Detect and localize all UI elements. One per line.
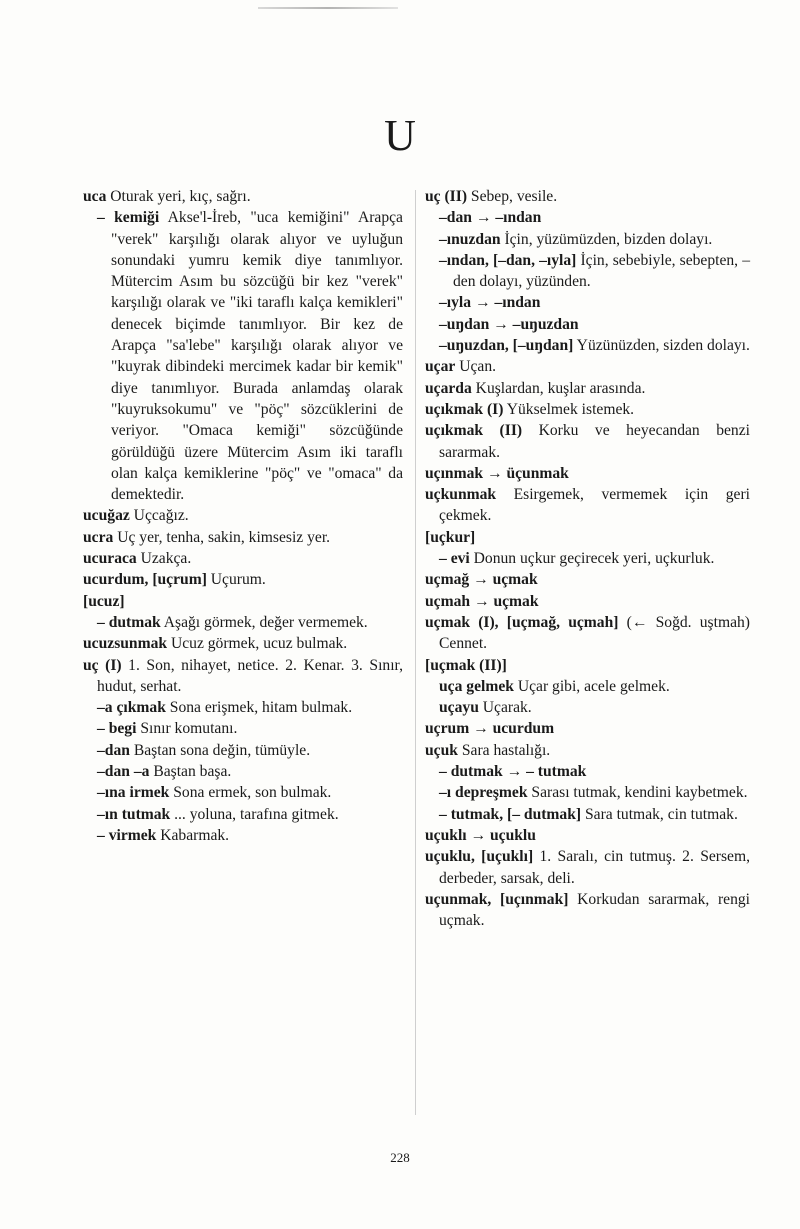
entry-headword: uçrum → ucurdum	[425, 720, 555, 738]
entry-headword: –ı depreşmek	[439, 784, 528, 802]
dictionary-entry	[425, 378, 750, 399]
dictionary-entry	[83, 633, 403, 654]
entry-headword: ucuzsunmak	[83, 635, 168, 653]
dictionary-entry	[425, 804, 750, 825]
dictionary-entry	[83, 761, 403, 782]
entry-definition: Sınır komutanı.	[136, 720, 238, 738]
entry-definition: Esirgemek, vermemek için geri çekmek.	[439, 486, 750, 525]
entry-headword: uçıkmak (II)	[425, 422, 523, 440]
entry-headword: – dutmak	[97, 613, 161, 631]
dictionary-entry	[83, 782, 403, 803]
entry-headword: [uçkur]	[425, 528, 476, 546]
dictionary-entry	[83, 207, 403, 505]
entry-headword: [ucuz]	[83, 592, 125, 610]
entry-headword: –ına irmek	[97, 784, 170, 802]
dictionary-entry	[425, 527, 750, 548]
dictionary-entry	[83, 591, 403, 612]
entry-definition: Baştan başa.	[149, 763, 232, 781]
dictionary-entry	[425, 314, 750, 335]
page-number: 228	[390, 1150, 410, 1165]
dictionary-entry	[83, 825, 403, 846]
entry-definition: Uçarak.	[478, 699, 532, 717]
entry-headword: uçar	[425, 358, 456, 376]
dictionary-entry	[425, 825, 750, 846]
dictionary-entry	[425, 250, 750, 293]
entry-headword: – virmek	[97, 826, 157, 844]
dictionary-entry	[83, 186, 403, 207]
entry-definition: (← Soğd. uştmah) Cennet.	[439, 613, 750, 653]
entry-definition: Oturak yeri, kıç, sağrı.	[106, 188, 251, 205]
entry-headword: –ından, [–dan, –ıyla]	[439, 251, 577, 269]
entry-headword: uçunmak, [uçınmak]	[425, 890, 569, 908]
entry-headword: uça gelmek	[439, 677, 514, 695]
entry-headword: uçmah → uçmak	[425, 592, 539, 610]
entry-headword: –ın tutmak	[97, 805, 171, 823]
dictionary-entry	[425, 569, 750, 590]
entry-definition: Donun uçkur geçirecek yeri, uçkurluk.	[469, 550, 715, 568]
entry-headword: uçuk	[425, 741, 458, 759]
entry-headword: uç (II)	[425, 188, 468, 205]
entry-definition: Aşağı görmek, değer vermemek.	[160, 613, 368, 631]
dictionary-entry	[83, 548, 403, 569]
entry-definition: Uçar gibi, acele gelmek.	[513, 677, 670, 695]
dictionary-entry	[425, 292, 750, 313]
section-letter: U	[384, 111, 416, 160]
dictionary-entry	[425, 420, 750, 463]
entry-headword: uçkunmak	[425, 486, 497, 504]
dictionary-entry	[425, 399, 750, 420]
entry-definition: Akse'l-İreb, "uca kemiğini" Arapça "verek" karşılığı olarak alıyor ve uyluğun sonundaki yumru kemik diye tanımlıyor. Mütercim Asım bu sözcüğü bir kez "verek" karşılığı olarak ve "iki taraflı kalça kemikleri" denecek biçimde tanımlıyor. Bir kez de Arapça "sa'lebe" karşılığı olarak alıyor ve "kuyrak dibindeki mercimek kadar bir kemik" diye tanımlıyor. Burada anlamdaş olarak "kuyruksokumu" ve "pöç" sözcüklerini de veriyor. "Omaca kemiği" sözcüğünde görüldüğü üzere Mütercim Asım iki taraflı olan kalça kemiklerine "pöç" ve "omaca" da demektedir.	[111, 209, 403, 504]
entry-headword: [uçmak (II)]	[425, 656, 507, 674]
entry-headword: –uŋdan → –uŋuzdan	[439, 315, 579, 333]
entry-definition: Korku ve heyecandan benzi sararmak.	[439, 422, 750, 461]
dictionary-entry	[83, 740, 403, 761]
dictionary-entry	[425, 676, 750, 697]
entry-headword: –a çıkmak	[97, 699, 166, 717]
entry-headword: –ıyla → –ından	[439, 294, 541, 312]
entry-headword: ucuğaz	[83, 507, 130, 525]
dictionary-entry	[425, 718, 750, 739]
entry-definition: Uçan.	[455, 358, 497, 376]
entry-headword: ucurdum, [uçrum]	[83, 571, 207, 589]
entry-headword: – evi	[439, 550, 470, 568]
entry-headword: uçarda	[425, 379, 472, 397]
entry-headword: – tutmak, [– dutmak]	[439, 805, 582, 823]
entry-definition: Uçurum.	[206, 571, 266, 589]
dictionary-entry	[425, 335, 750, 356]
dictionary-entry	[425, 356, 750, 377]
dictionary-entry	[83, 612, 403, 633]
dictionary-entry	[425, 761, 750, 782]
entry-headword: ucuraca	[83, 550, 137, 568]
entry-headword: uçınmak → üçunmak	[425, 464, 569, 482]
dictionary-entry	[425, 229, 750, 250]
entry-headword: –uŋuzdan, [–uŋdan]	[439, 337, 574, 355]
entry-headword: uca	[83, 188, 107, 205]
dictionary-entry	[425, 655, 750, 676]
entry-definition: Kuşlardan, kuşlar arasında.	[471, 379, 646, 397]
entry-definition: İçin, sebebiyle, sebepten, –den dolayı, yüzünden.	[453, 251, 750, 291]
entry-headword: uçuklu, [uçuklı]	[425, 848, 534, 866]
dictionary-entry	[425, 846, 750, 889]
column-divider	[415, 190, 416, 1115]
entry-headword: uçmak (I), [uçmağ, uçmah]	[425, 613, 619, 631]
entry-definition: Uçcağız.	[129, 507, 189, 525]
dictionary-entry	[83, 505, 403, 526]
entry-headword: –ınuzdan	[439, 230, 501, 248]
entry-headword: uçayu	[439, 699, 479, 717]
dictionary-entry	[425, 484, 750, 527]
entry-definition: Uç yer, tenha, sakin, kimsesiz yer.	[113, 528, 331, 546]
entry-definition: Korkudan sararmak, rengi uçmak.	[439, 890, 751, 930]
entry-headword: uçuklı → uçuklu	[425, 826, 536, 844]
dictionary-entry	[83, 804, 403, 825]
entry-definition: 1. Son, nihayet, netice. 2. Kenar. 3. Sınır, hudut, serhat.	[97, 656, 403, 695]
entry-headword: –dan	[97, 741, 130, 759]
dictionary-entry	[425, 740, 750, 761]
entry-definition: Yükselmek istemek.	[503, 400, 635, 418]
entry-headword: uç (I)	[83, 656, 122, 674]
entry-definition: İçin, yüzümüzden, bizden dolayı.	[500, 230, 713, 248]
entry-definition: Yüzünüzden, sizden dolayı.	[573, 337, 750, 355]
dictionary-entry	[425, 612, 750, 655]
entry-definition: Kabarmak.	[156, 826, 230, 844]
entry-headword: uçıkmak (I)	[425, 400, 504, 418]
entry-definition: Sarası tutmak, kendini kaybetmek.	[527, 784, 748, 802]
entry-definition: Sara hastalığı.	[457, 741, 551, 759]
dictionary-entry	[425, 697, 750, 718]
entry-definition: ... yoluna, tarafına gitmek.	[170, 805, 339, 823]
entry-definition: Sara tutmak, cin tutmak.	[581, 805, 738, 823]
dictionary-entry	[425, 889, 750, 932]
entry-headword: – kemiği	[97, 209, 160, 227]
dictionary-entry	[425, 548, 750, 569]
entry-headword: –dan → –ından	[439, 209, 542, 227]
top-rule	[258, 7, 398, 9]
dictionary-entry	[83, 697, 403, 718]
left-column	[83, 186, 403, 846]
entry-definition: Sona erişmek, hitam bulmak.	[165, 699, 353, 717]
entry-definition: Sona ermek, son bulmak.	[169, 784, 332, 802]
dictionary-entry	[425, 186, 750, 207]
dictionary-entry	[83, 527, 403, 548]
dictionary-entry	[425, 207, 750, 228]
entry-definition: Baştan sona değin, tümüyle.	[129, 741, 311, 759]
dictionary-entry	[83, 569, 403, 590]
entry-headword: – begi	[97, 720, 137, 738]
entry-definition: Ucuz görmek, ucuz bulmak.	[167, 635, 348, 653]
dictionary-entry	[425, 782, 750, 803]
entry-headword: –dan –a	[97, 763, 150, 781]
dictionary-entry	[425, 463, 750, 484]
entry-headword: uçmağ → uçmak	[425, 571, 538, 589]
dictionary-entry	[83, 655, 403, 698]
dictionary-entry	[83, 718, 403, 739]
entry-definition: Sebep, vesile.	[467, 188, 558, 205]
entry-definition: 1. Saralı, cin tutmuş. 2. Sersem, derbeder, sarsak, deli.	[439, 848, 751, 887]
entry-headword: – dutmak → – tutmak	[439, 763, 587, 781]
right-column	[425, 186, 750, 931]
dictionary-entry	[425, 591, 750, 612]
entry-headword: ucra	[83, 528, 114, 546]
entry-definition: Uzakça.	[136, 550, 192, 568]
